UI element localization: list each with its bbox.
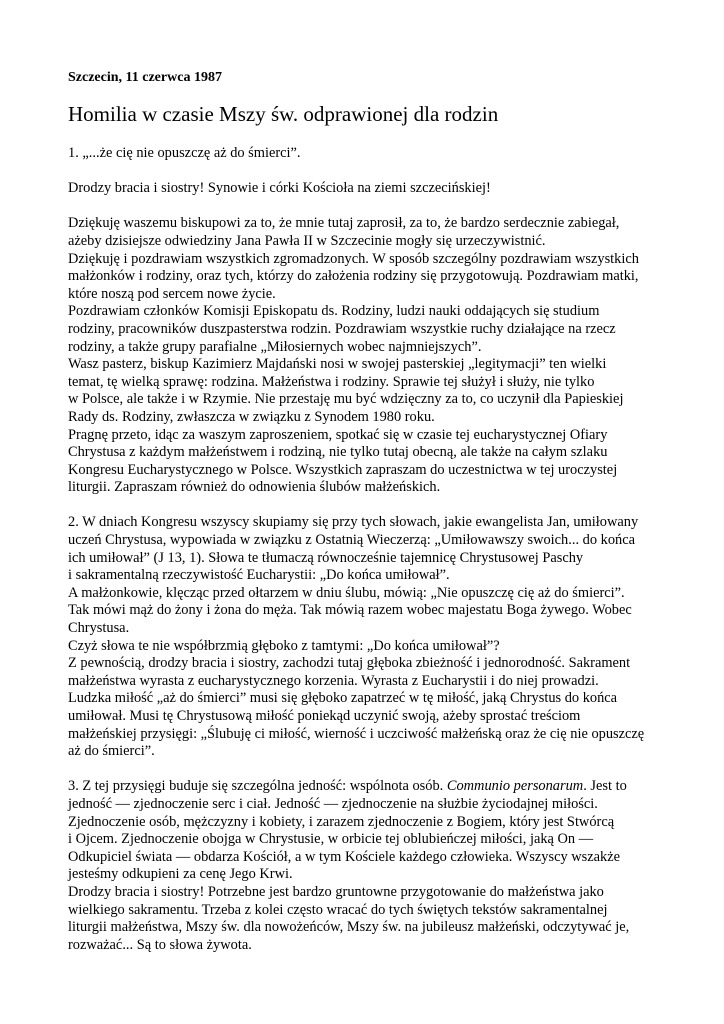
text-line: małżeńskiej przysięgi: „Ślubuję ci miłość, wierność i uczciwość małżeńską oraz że cię nie opuszczę xyxy=(68,725,645,742)
text-line: Pozdrawiam członków Komisji Episkopatu ds. Rodziny, ludzi nauki oddających się studium xyxy=(68,303,600,320)
text-line: rodziny, a także grupy parafialne „Miłosiernych wobec najmniejszych”. xyxy=(68,338,482,355)
text-line: Chrystusa z każdym małżeństwem i rodziną, nie tylko tutaj obecną, ale także na całym szlaku xyxy=(68,444,608,461)
text-line: ich umiłował” (J 13, 1). Słowa te tłumaczą równocześnie tajemnicę Chrystusowej Paschy xyxy=(68,549,584,566)
text-line: wielkiego sakramentu. Trzeba z kolei często wracać do tych świętych tekstów sakramentalnej xyxy=(68,901,608,918)
text-line: małżonków i rodziny, oraz tych, którzy do założenia rodziny się przygotowują. Pozdrawiam matki, xyxy=(68,268,639,285)
section-3-lead: 3. Z tej przysięgi buduje się szczególna jedność: wspólnota osób. xyxy=(68,778,447,795)
text-line: Odkupiciel świata — obdarza Kościół, a w tym Kościele każdego człowieka. Wszyscy wszakże xyxy=(68,848,620,865)
text-line: jedność — zjednoczenie serc i ciał. Jedność — zjednoczenie na służbie życiodajnej miłości. xyxy=(68,795,598,812)
text-line: temat, tę wielką sprawę: rodzina. Małżeństwa i rodziny. Sprawie tej służył i służy, nie tylko xyxy=(68,373,595,390)
document-body xyxy=(68,145,668,954)
text-line: Dziękuję i pozdrawiam wszystkich zgromadzonych. W sposób szczególny pozdrawiam wszystkich xyxy=(68,250,639,267)
paragraph-gap xyxy=(68,163,668,181)
paragraph-gap xyxy=(68,497,668,515)
text-line: Rady ds. Rodziny, zwłaszcza w związku z Synodem 1980 roku. xyxy=(68,408,435,425)
text-line: Z pewnością, drodzy bracia i siostry, zachodzi tutaj głęboka zbieżność i jednorodność. Sakrament xyxy=(68,655,631,672)
text-line: jesteśmy odkupieni za cenę Jego Krwi. xyxy=(68,866,293,883)
paragraph-3 xyxy=(68,778,668,954)
text-line: Tak mówi mąż do żony i żona do męża. Tak mówią razem wobec majestatu Boga żywego. Wobec xyxy=(68,602,632,619)
text-line: A małżonkowie, klęcząc przed ołtarzem w dniu ślubu, mówią: „Nie opuszczę cię aż do śmierci”. xyxy=(68,584,625,601)
text-line: uczeń Chrystusa, wypowiada w związku z Ostatnią Wieczerzą: „Umiłowawszy swoich... do końca xyxy=(68,532,635,549)
text-line: małżeństwa wyrasta z eucharystycznego korzenia. Wyrasta z Eucharystii i do niej prowadzi. xyxy=(68,672,599,689)
paragraph-1 xyxy=(68,215,668,497)
latin-term: Communio personarum xyxy=(446,778,584,795)
text-line: Czyż słowa te nie współbrzmią głęboko z tamtymi: „Do końca umiłował”? xyxy=(68,637,500,654)
homily-title: Homilia w czasie Mszy św. odprawionej dla rodzin xyxy=(68,102,499,126)
text-line: Drodzy bracia i siostry! Potrzebne jest bardzo gruntowne przygotowanie do małżeństwa jako xyxy=(68,883,604,900)
text-line: rozważać... Są to słowa żywota. xyxy=(68,936,252,953)
text-line: i sakramentalną rzeczywistość Eucharystii: „Do końca umiłował”. xyxy=(68,567,450,584)
text-line: Zjednoczenie osób, mężczyzny i kobiety, i zarazem zjednoczenie z Bogiem, który jest Stwórcą xyxy=(68,813,615,830)
paragraph-gap xyxy=(68,198,668,216)
text-line: rodziny, pracowników duszpasterstwa rodzin. Pozdrawiam wszystkie ruchy działające na rzecz xyxy=(68,320,616,337)
greeting: Drodzy bracia i siostry! Synowie i córki Kościoła na ziemi szczecińskiej! xyxy=(68,180,491,197)
section-3-lead-end: . Jest to xyxy=(583,778,627,795)
text-line: Wasz pasterz, biskup Kazimierz Majdański nosi w swojej pasterskiej „legitymacji” ten wielki xyxy=(68,356,607,373)
text-line: liturgii. Zapraszam również do odnowienia ślubów małżeńskich. xyxy=(68,479,441,496)
text-line: Dziękuję waszemu biskupowi za to, że mnie tutaj zaprosił, za to, że bardzo serdecznie zabiegał, xyxy=(68,215,620,232)
text-line: Chrystusa. xyxy=(68,620,130,637)
text-line: Ludzka miłość „aż do śmierci” musi się głęboko zapatrzeć w tę miłość, jaką Chrystus do końca xyxy=(68,690,618,707)
text-line: w Polsce, ale także i w Rzymie. Nie przestaję mu być wdzięczny za to, co uczynił dla Papieskiej xyxy=(68,391,624,408)
text-line: które noszą pod sercem nowe życie. xyxy=(68,285,276,302)
dateline: Szczecin, 11 czerwca 1987 xyxy=(68,70,222,85)
text-line: Kongresu Eucharystycznego w Polsce. Wszystkich zapraszam do uczestnictwa w tej uroczystej xyxy=(68,461,618,478)
section-1-heading: 1. „...że cię nie opuszczę aż do śmierci”. xyxy=(68,145,301,161)
paragraph-gap xyxy=(68,761,668,779)
text-line: umiłował. Musi tę Chrystusową miłość poniekąd uczynić swoją, ażeby sprostać treściom xyxy=(68,708,581,724)
text-line: 2. W dniach Kongresu wszyscy skupiamy się przy tych słowach, jakie ewangelista Jan, umiłowany xyxy=(68,514,639,531)
text-line: liturgii małżeństwa, Mszy św. dla nowożeńców, Mszy św. na jubileusz małżeński, odczytywać je, xyxy=(68,919,630,936)
paragraph-2 xyxy=(68,514,668,760)
text-line: ażeby dzisiejsze odwiedziny Jana Pawła II w Szczecinie mogły się urzeczywistnić. xyxy=(68,232,546,249)
text-line: aż do śmierci”. xyxy=(68,743,155,760)
text-line: i Ojcem. Zjednoczenie obojga w Chrystusie, w orbicie tej oblubieńczej miłości, jaką On — xyxy=(68,831,594,848)
text-line: Pragnę przeto, idąc za waszym zaproszeniem, spotkać się w czasie tej eucharystycznej Ofiary xyxy=(68,426,608,443)
text-line xyxy=(68,778,668,796)
